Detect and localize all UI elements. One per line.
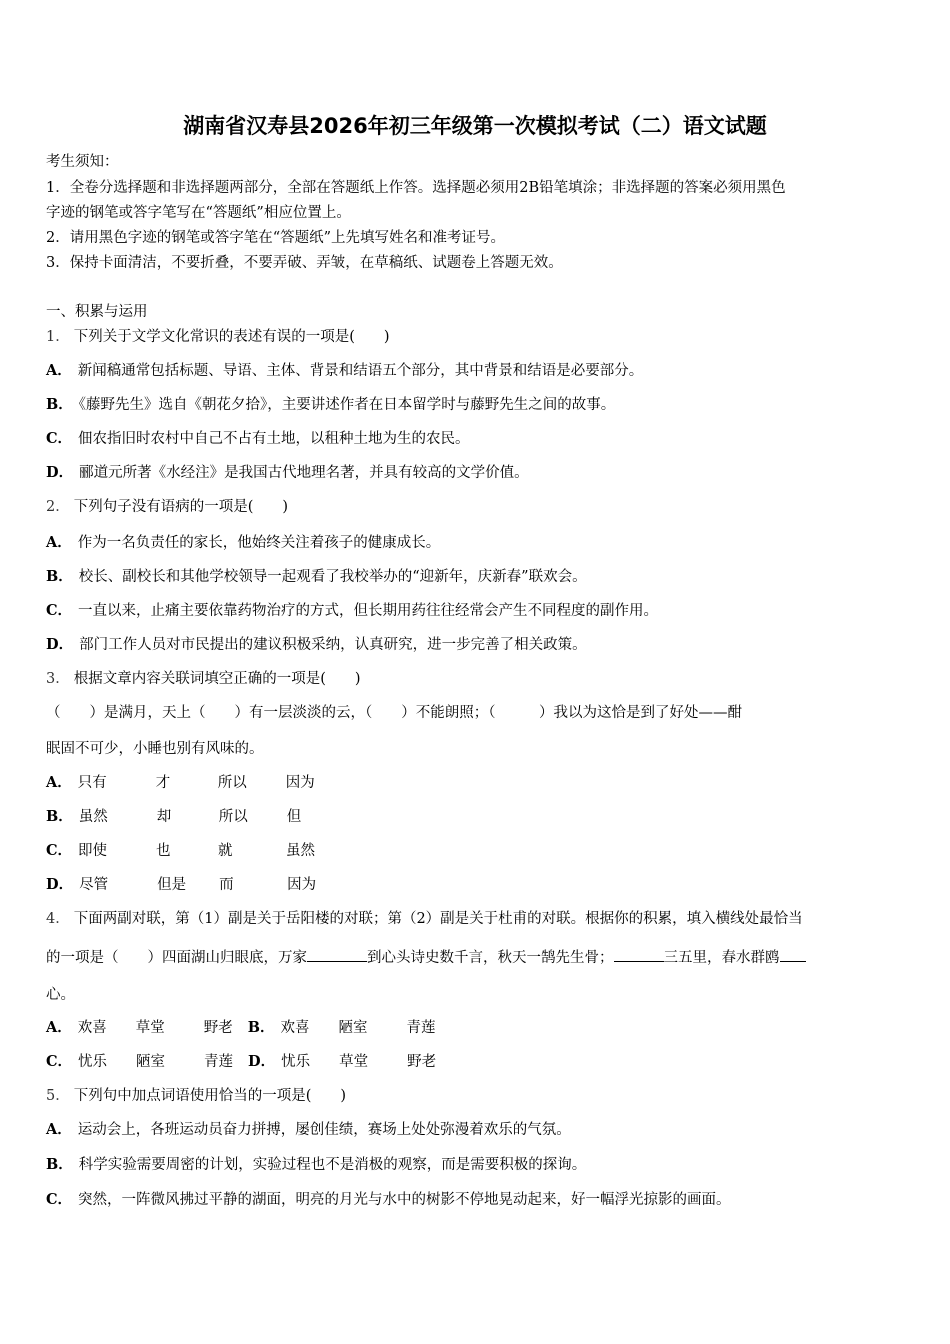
option-letter: D． [248,1053,276,1070]
option-letter: C． [46,430,73,447]
option-word: 却 [156,809,172,825]
option-word: 所以 [217,775,247,791]
option-letter: D． [46,464,74,481]
option-letter: C． [46,842,73,859]
question-number: 4． [46,911,70,927]
option-letter: A． [46,1019,72,1036]
q5-option-b [46,1155,586,1175]
option-letter: A． [46,362,72,379]
question-text: 根据文章内容关联词填空正确的一项是( ) [73,671,361,687]
option-letter: A． [46,774,72,791]
option-text: 部门工作人员对市民提出的建议积极采纳，认真研究，进一步完善了相关政策。 [79,637,587,653]
option-text: 作为一名负责任的家长，他始终关注着孩子的健康成长。 [77,535,441,551]
notice-item-1: 1．全卷分选择题和非选择题两部分，全部在答题纸上作答。选择题必须用2B铅笔填涂；非选择题的答案必须用黑色 [46,180,786,196]
q2-option-a [46,533,440,553]
option-text: 《藤野先生》选自《朝花夕拾》，主要讲述作者在日本留学时与藤野先生之间的故事。 [78,397,616,413]
notice-item-3: 3．保持卡面清洁，不要折叠，不要弄破、弄皱，在草稿纸、试题卷上答题无效。 [46,255,563,271]
option-letter: A． [46,534,72,551]
option-word: 青莲 [406,1020,436,1036]
option-word: 所以 [218,809,248,825]
q3-option-a [46,773,315,793]
q3-option-c [46,841,315,861]
option-word: 野老 [203,1020,233,1036]
option-text: 突然，一阵微风拂过平静的湖面，明亮的月光与水中的树影不停地晃动起来，好一幅浮光掠影的画面。 [78,1192,731,1208]
option-text: 校长、副校长和其他学校领导一起观看了我校举办的“迎新年，庆新春”联欢会。 [78,569,587,585]
option-word: 虽然 [286,843,316,859]
option-word: 尽管 [79,877,109,893]
option-word: 草堂 [135,1020,165,1036]
option-word: 就 [218,843,233,859]
option-text: 新闻稿通常包括标题、导语、主体、背景和结语五个部分，其中背景和结语是必要部分。 [77,363,644,379]
question-number: 5． [46,1088,70,1104]
q4-options-row-2 [46,1052,436,1072]
question-4-stem [46,909,803,929]
q1-option-c [46,429,470,449]
q1-option-a [46,361,643,381]
option-letter: C． [46,602,73,619]
question-text: 下面两副对联，第（1）副是关于岳阳楼的对联；第（2）副是关于杜甫的对联。根据你的积累，填入横线处最恰当 [73,911,803,927]
option-word: 欢喜 [77,1020,107,1036]
q5-option-c [46,1190,731,1210]
q3-passage-line-2: 眠固不可少，小睡也别有风味的。 [46,741,264,757]
option-word: 才 [155,775,171,791]
question-3-stem [46,669,361,689]
option-letter: B． [46,568,73,585]
option-word: 忧乐 [78,1054,108,1070]
q2-option-c [46,601,658,621]
q4-stem-part: 的一项是（ ）四面湖山归眼底，万家 [46,950,307,966]
question-text: 下列句中加点词语使用恰当的一项是( ) [73,1088,347,1104]
option-text: 运动会上，各班运动员奋力拼搏，屡创佳绩，赛场上处处弥漫着欢乐的气氛。 [77,1122,571,1138]
option-word: 但是 [157,877,187,893]
option-text: 郦道元所著《水经注》是我国古代地理名著，并具有较高的文学价值。 [79,465,529,481]
page-title: 湖南省汉寿县2026年初三年级第一次模拟考试（二）语文试题 [183,114,767,138]
q4-stem-line-2 [46,947,806,968]
option-word: 因为 [287,877,317,893]
option-word: 只有 [77,775,107,791]
option-word: 也 [156,843,171,859]
option-letter: C． [46,1191,73,1208]
option-letter: C． [46,1053,73,1070]
option-text: 佃农指旧时农村中自己不占有土地，以租种土地为生的农民。 [78,431,470,447]
q1-option-d [46,463,529,483]
option-letter: D． [46,636,74,653]
q3-option-b [46,807,301,827]
option-word: 因为 [285,775,315,791]
option-word: 但 [286,809,302,825]
q4-stem-part: 三五里，春水群鸥 [663,950,780,966]
q4-options-row-1 [46,1018,436,1038]
fill-blank [307,947,367,962]
question-1-stem [46,327,390,347]
fill-blank [614,947,664,962]
question-2-stem [46,497,288,517]
option-text: 科学实验需要周密的计划，实验过程也不是消极的观察，而是需要积极的探询。 [78,1157,587,1173]
question-number: 1． [46,329,70,345]
q4-stem-part: 到心头诗史数千言，秋天一鹄先生骨； [367,950,614,966]
option-letter: B． [46,1156,73,1173]
option-word: 陋室 [338,1020,368,1036]
option-word: 即使 [78,843,108,859]
q4-stem-line-3: 心。 [46,987,75,1003]
notice-item-1-cont: 字迹的钢笔或答字笔写在“答题纸”相应位置上。 [46,205,351,221]
q2-option-b [46,567,587,587]
question-text: 下列关于文学文化常识的表述有误的一项是( ) [73,329,390,345]
q3-passage-line-1: （ ）是满月，天上（ ）有一层淡淡的云，（ ）不能朗照；（ ）我以为这恰是到了好处——酣 [46,705,742,721]
option-word: 青莲 [204,1054,234,1070]
question-5-stem [46,1086,346,1106]
option-word: 而 [219,877,234,893]
option-word: 陋室 [136,1054,166,1070]
option-word: 虽然 [78,809,108,825]
notice-heading: 考生须知： [46,154,119,170]
section-heading: 一、积累与运用 [46,304,148,320]
notice-item-2: 2．请用黑色字迹的钢笔或答字笔在“答题纸”上先填写姓名和准考证号。 [46,230,506,246]
fill-blank [780,947,806,962]
option-text: 一直以来，止痛主要依靠药物治疗的方式，但长期用药往往经常会产生不同程度的副作用。 [78,603,659,619]
option-letter: D． [46,876,74,893]
option-word: 草堂 [339,1054,369,1070]
option-word: 野老 [407,1054,437,1070]
q1-option-b [46,395,615,415]
q5-option-a [46,1120,571,1140]
question-number: 3． [46,671,70,687]
question-text: 下列句子没有语病的一项是( ) [73,499,289,515]
option-letter: A． [46,1121,72,1138]
option-word: 欢喜 [280,1020,310,1036]
option-letter: B． [46,396,73,413]
q3-option-d [46,875,316,895]
option-letter: B． [247,1019,275,1036]
option-letter: B． [46,808,73,825]
q2-option-d [46,635,587,655]
question-number: 2． [46,499,70,515]
option-word: 忧乐 [281,1054,311,1070]
